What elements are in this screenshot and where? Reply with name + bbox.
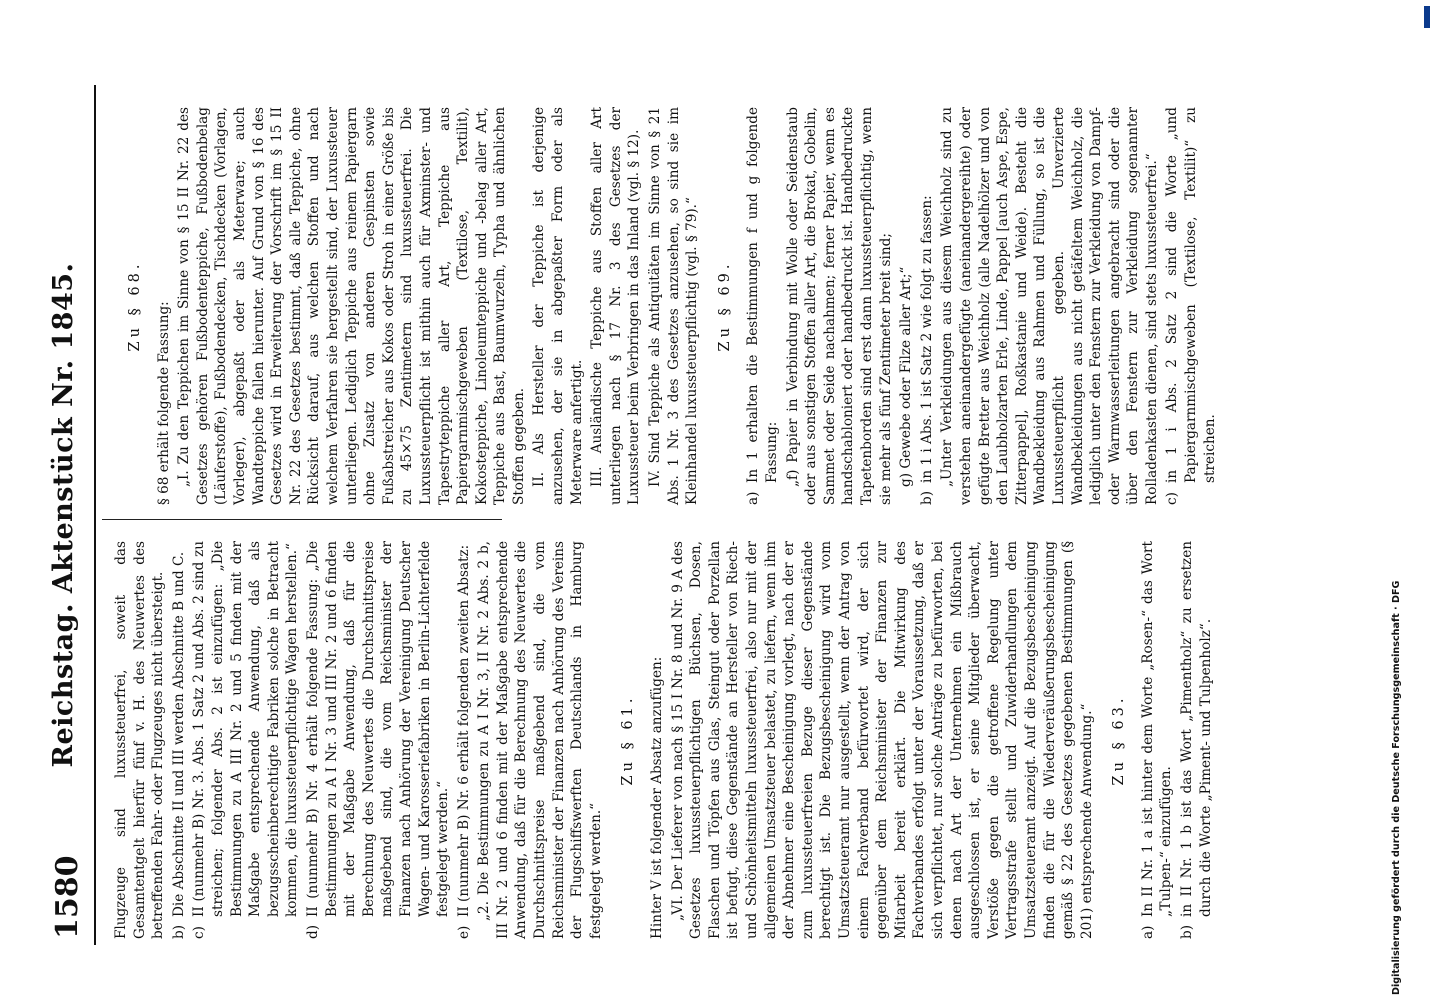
list-item [1163, 107, 1219, 505]
paragraph: „I. Zu den Teppichen im Sinne von § 15 II Nr. 22 des Gesetzes gehören Fußbodenteppiche, Fußbodenbelag (Läuferstoffe), Fußbodendecken, Tischdecken (Vorlagen, Vorleger), abgepaßt oder als Meterware; auch Wandteppiche fallen hierunter. Auf Grund von § 16 des Gesetzes wird in Erweiterung der Vorschrift im § 15 II Nr. 22 des Gesetzes bestimmt, daß alle Teppiche, ohne Rücksicht darauf, aus welchen Stoffen und nach welchem Verfahren sie hergestellt sind, der Luxussteuer unterliegen. Lediglich Teppiche aus reinem Papiergarn ohne Zusatz von anderen Gespinsten sowie Fußabstreicher aus Kokos oder Stroh in einer Größe bis zu 45×75 Zentimetern sind luxussteuerfrei. Die Luxussteuerpflicht ist mithin auch für Axminster- und Tapestryteppiche aller Art, Teppiche aus Papiergarnmischgeweben (Textilose, Textilit), Kokosteppiche, Linoleumteppiche und -belag aller Art, Teppiche aus Bast, Baumwurzeln, Typha und ähnlichen Stoffen gegeben. [176, 107, 527, 505]
list-item [744, 107, 781, 505]
section-heading: Zu § 63. [1111, 694, 1128, 786]
paragraph: III. Ausländische Teppiche aus Stoffen aller Art unterliegen nach § 17 Nr. 3 des Gesetzes der Luxussteuer beim Verbringen in das Inland (vgl. § 12). [589, 107, 643, 505]
paragraph: „2. Die Bestimmungen zu A I Nr. 3, II Nr. 2 Abs. 2 b, III Nr. 2 und 6 finden mit der Maßgabe entsprechende Anwendung, daß für die Berechnung des Neuwertes die Durchschnittspreise maßgebend sind, die vom Reichsminister der Finanzen nach Anhörung des Vereins der Flugschiffswerften Deutschlands in Hamburg festgelegt werden.“ [476, 541, 604, 939]
dfg-logo-icon [1424, 6, 1434, 28]
paragraph: II. Als Hersteller der Teppiche ist derjenige anzusehen, der sie in abgepaßter Form oder als Meterware anfertigt. [531, 107, 585, 505]
paragraph: Flugzeuge sind luxussteuerfrei, soweit das Gesamtentgelt hierfür fünf v. H. des Neuwertes des betreffenden Fahr- oder Flugzeuges nicht übersteigt. [113, 541, 167, 939]
list-item [304, 541, 453, 939]
paragraph: „f) Papier in Verbindung mit Wolle oder Seidenstaub oder aus sonstigen Stoffen aller Art, die Brokat, Gobelin, Sammet oder Seide nachahmen; ferner Papier, wenn es handschabloniert oder handbedruckt ist. Handbedruckte Tapetenborden sind erst dann luxussteuerpflichtig, wenn sie mehr als fünf Zentimeter breit sind; [784, 107, 894, 505]
list-item-label: e) [455, 925, 472, 939]
list-item-text: II (nunmehr B) Nr. 6 erhält folgenden zweiten Absatz: [455, 544, 472, 917]
list-item [1139, 541, 1176, 939]
running-title: Reichstag. Aktenstück Nr. 1845. [48, 262, 79, 768]
list-item-text: in 1 i Abs. 2 Satz 2 sind die Worte „und Papiergarnmischgeweben (Textilose, Textilit)“ zu streichen. [1164, 107, 1218, 483]
paragraph: Hinter V ist folgender Absatz anzufügen: [649, 656, 666, 939]
list-item-label: b) [1179, 924, 1196, 939]
section-heading: Zu § 69. [716, 260, 733, 352]
digitization-credit: Digitalisierung gefördert durch die Deutsche Forschungsgemeinschaft · DFG [1391, 580, 1402, 995]
list-item-label: b) [170, 924, 187, 939]
list-item-text: Die Abschnitte II und III werden Abschnitte B und C. [170, 551, 187, 917]
paragraph: § 68 erhält folgende Fassung: [155, 301, 172, 505]
list-item-text: II (nunmehr B) Nr. 3. Abs. 1 Satz 2 und Abs. 2 sind zu streichen; folgender Abs. 2 ist einzufügen: „Die Bestimmungen zu A III Nr. 2 und 5 finden mit der Maßgabe entsprechende Anwendung, daß als bezugsscheinberechtigte Fabriken solche in Betracht kommen, die luxussteuerpflichtige Wagen herstellen.“ [191, 541, 301, 917]
left-column [112, 541, 1217, 939]
list-item-label: a) [745, 491, 762, 505]
list-item-label: a) [1139, 925, 1156, 939]
paragraph: „Unter Verkleidungen aus diesem Weichholz sind zu verstehen aneinandergefügte (aneinandergereihte) oder gefügte Bretter aus Weichholz (alle Nadelhölzer und von den Laubholzarten Erle, Linde, Pappel [auch Aspe, Espe, Zitterpappel], Roßkastanie und Weide). Besteht die Wandbekleidung aus Rahmen und Füllung, so ist die Luxussteuerpflicht gegeben. Unverzierte Wandbekleidungen aus nicht getäfeltem Weichholz, die lediglich unter den Fenstern zur Verkleidung von Dampf- oder Warmwasserleitungen angebracht sind oder die über den Fenstern zur Verkleidung sogenannter Rolladenkasten dienen, sind stets luxussteuerfrei.“ [939, 107, 1160, 505]
list-item-label: d) [304, 924, 321, 939]
header-rule [94, 85, 96, 945]
list-item-label: c) [1164, 492, 1181, 505]
rotated-document-page [40, 85, 1390, 945]
paragraph: IV. Sind Teppiche als Antiquitäten im Sinne von § 21 Abs. 1 Nr. 3 des Gesetzes anzusehen, so sind sie im Kleinhandel luxussteuerpflichtig (vgl. § 79).“ [647, 107, 701, 505]
list-item-label: c) [191, 926, 208, 939]
list-item-text: In 1 erhalten die Bestimmungen f und g folgende Fassung: [745, 107, 780, 483]
right-column [112, 107, 1221, 505]
list-item [190, 541, 302, 939]
paragraph: „VI. Der Lieferer von nach § 15 I Nr. 8 und Nr. 9 A des Gesetzes luxussteuerpflichtigen Büchsen, Dosen, Flaschen und Töpfen aus Glas, Steingut oder Porzellan ist befugt, diese Gegenstände an Hersteller von Riech- und Schönheitsmitteln luxussteuerfrei, also nur mit der allgemeinen Umsatzsteuer belastet, zu liefern, wenn ihm der Abnehmer eine Bescheinigung vorlegt, nach der er zum luxussteuerfreien Bezuge dieser Gegenstände berechtigt ist. Die Bezugsbescheinigung wird vom Umsatzsteueramt nur ausgestellt, wenn der Antrag von einem Fachverband befürwortet wird, der sich gegenüber dem Reichsminister der Finanzen zur Mitarbeit bereit erklärt. Die Mitwirkung des Fachverbandes erfolgt unter der Voraussetzung, daß er sich verpflichtet, nur solche Anträge zu befürworten, bei denen nach Art der Unternehmen ein Mißbrauch ausgeschlossen ist, er seine Mitglieder überwacht, Verstöße gegen die getroffene Regelung unter Vertragsstrafe stellt und Zuwiderhandlungen dem Umsatzsteueramt anzeigt. Auf die Bezugsbescheinigung finden die für die Wiederveräußerungsbescheinigung gemäß § 22 des Gesetzes gegebenen Bestimmungen (§ 201) entsprechende Anwendung.“ [669, 541, 1095, 939]
page-number: 1580 [50, 855, 85, 939]
list-item [455, 541, 474, 939]
section-heading: Zu § 61. [620, 694, 637, 786]
list-item [1178, 541, 1215, 939]
list-item [170, 541, 189, 939]
list-item-label: b) [918, 490, 935, 505]
list-item [918, 107, 937, 505]
paragraph: g) Gewebe oder Filze aller Art;“ [898, 266, 915, 487]
list-item-text: In II Nr. 1 a ist hinter dem Worte „Rosen-“ das Wort „Tulpen-“ einzufügen. [1139, 541, 1175, 917]
list-item-text: II (nunmehr B) Nr. 4 erhält folgende Fassung: „Die Bestimmungen zu A I Nr. 3 und III Nr. 2 und 6 finden mit der Maßgabe Anwendung, daß für die Berechnung des Neuwertes die Durchschnittspreise maßgebend sind, die vom Reichsminister der Finanzen nach Anhörung der Vereinigung Deutscher Wagen- und Karosseriefabriken in Berlin-Lichterfelde festgelegt werden.“ [304, 541, 452, 917]
section-heading: Zu § 68. [127, 260, 143, 352]
column-divider [102, 519, 502, 520]
list-item-text: in 1 i Abs. 1 ist Satz 2 wie folgt zu fassen: [918, 195, 935, 483]
page-header [40, 85, 110, 945]
list-item-text: in II Nr. 1 b ist das Wort „Pimentholz“ zu ersetzen durch die Worte „Piment- und Tulpenholz“. [1179, 541, 1214, 917]
